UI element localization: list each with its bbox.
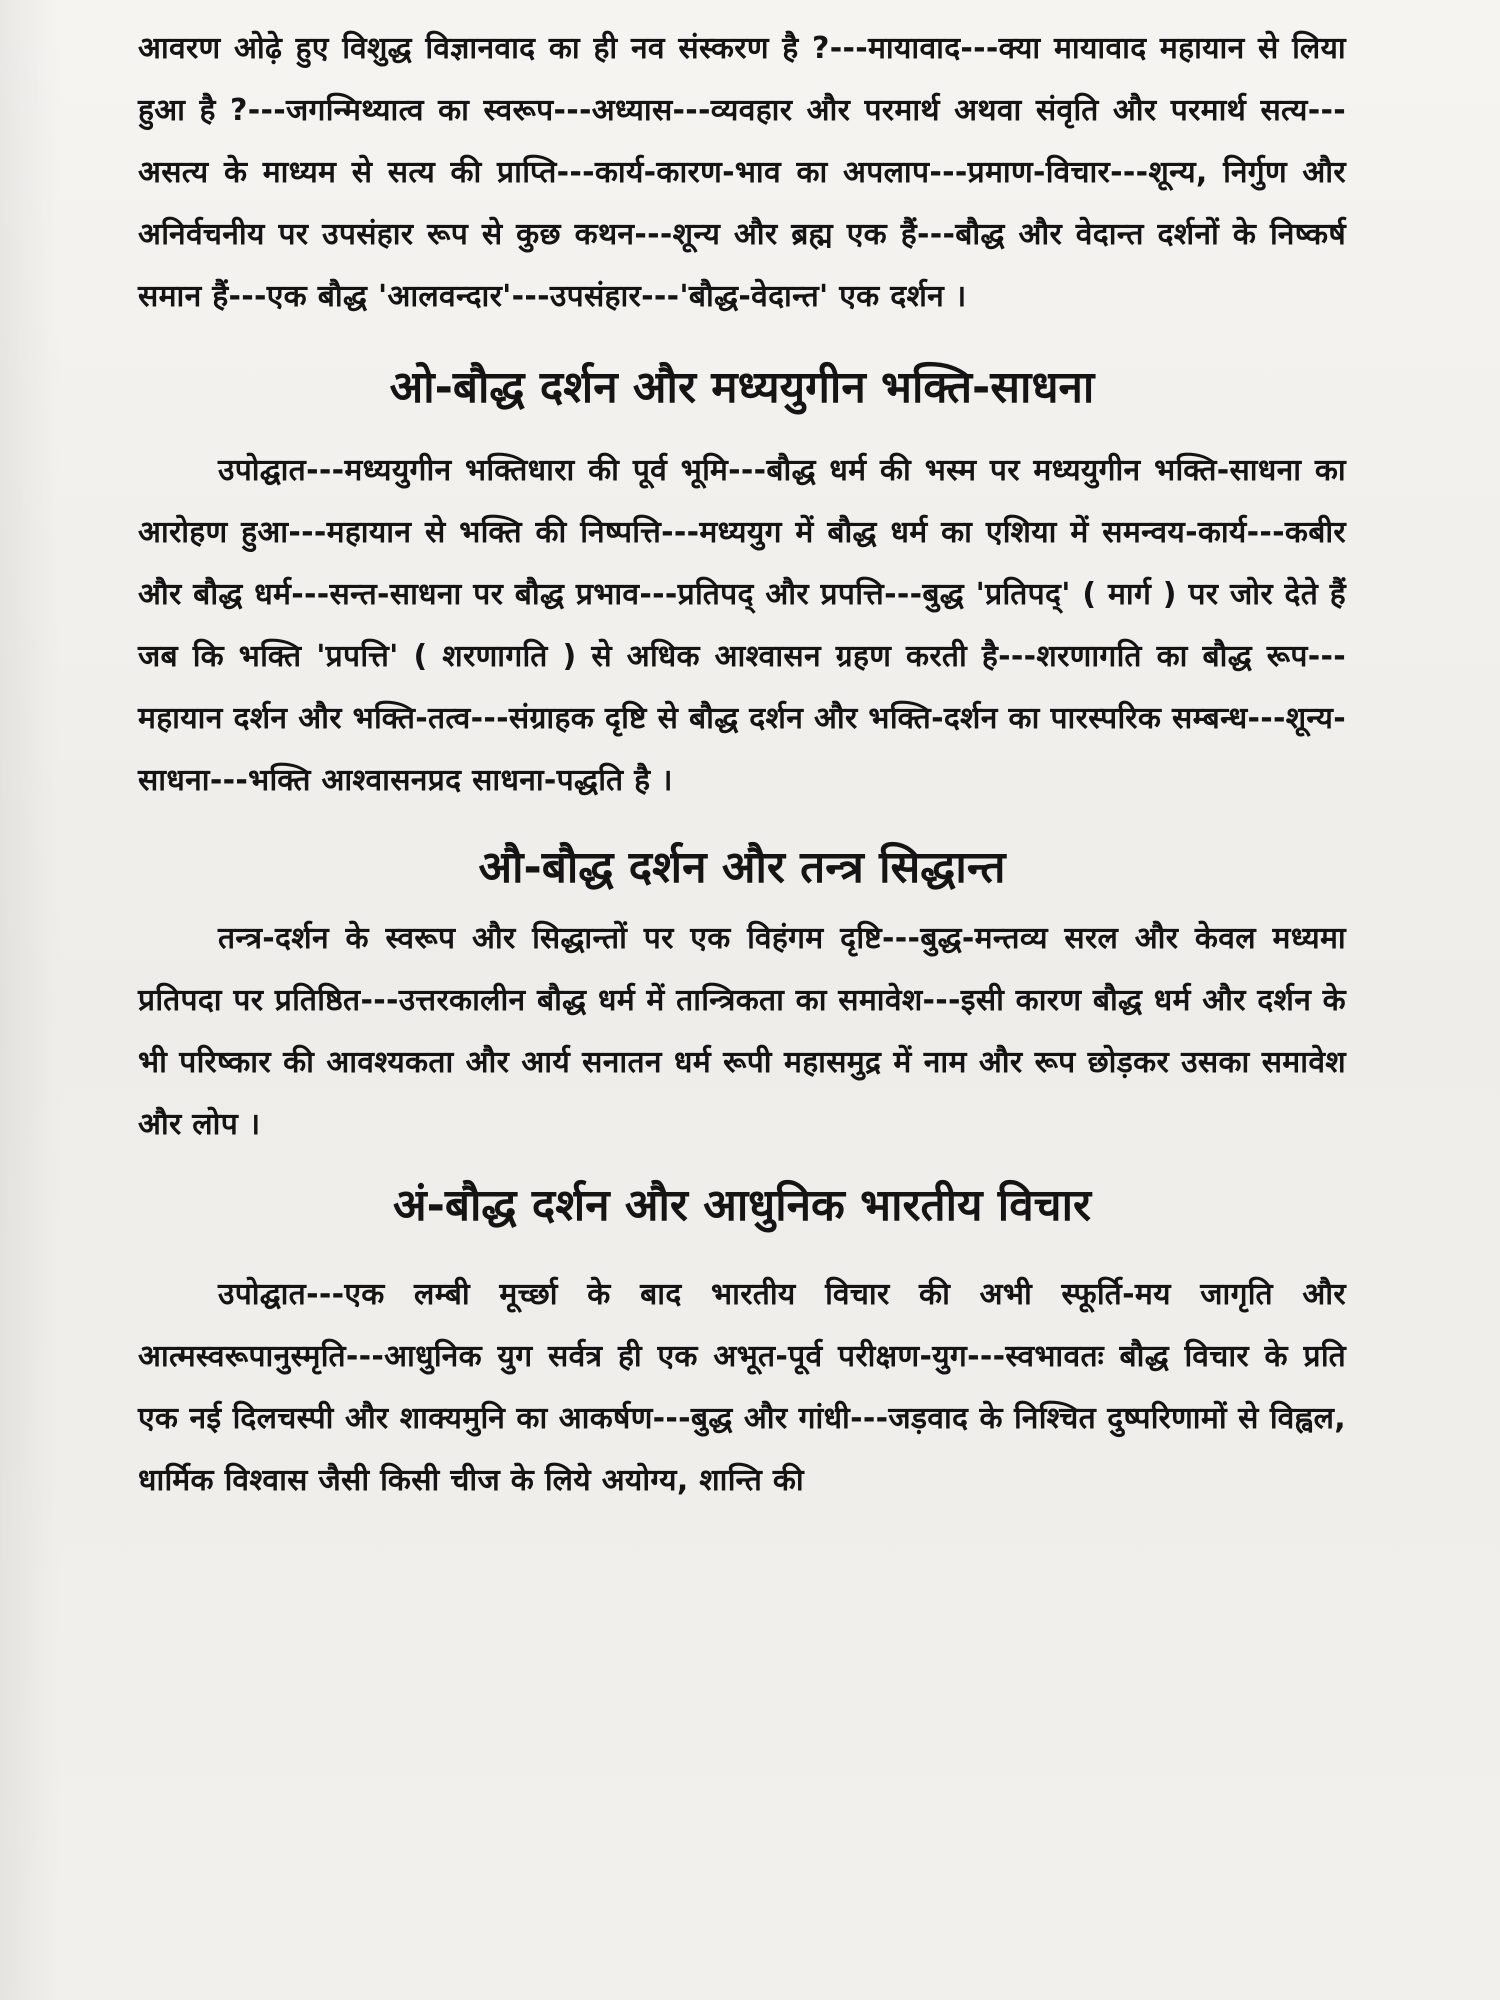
section-body: उपोद्घात---मध्ययुगीन भक्तिधारा की पूर्व भूमि---बौद्ध धर्म की भस्म पर मध्ययुगीन भक्ति-साधना का आरोहण हुआ---महायान से भक्ति की निष्पत्ति---मध्ययुग में बौद्ध धर्म का एशिया में समन्वय-कार्य---कबीर और बौद्ध धर्म---सन्त-साधना पर बौद्ध प्रभाव---प्रतिपद् और प्रपत्ति---बुद्ध 'प्रतिपद्' ( मार्ग ) पर जोर देते हैं जब कि भक्ति 'प्रपत्ति' ( शरणागति ) से अधिक आश्वासन ग्रहण करती है---शरणागति का बौद्ध रूप---महायान दर्शन और भक्ति-तत्व---संग्राहक दृष्टि से बौद्ध दर्शन और भक्ति-दर्शन का पारस्परिक सम्बन्ध---शून्य-साधना---भक्ति आश्वासनप्रद साधना-पद्धति है । [138,453,1346,798]
section-bauddha-darshan-adhunik-vichar [138,1176,1346,1512]
section-bauddha-darshan-bhakti-sadhana [138,358,1346,812]
section-heading: अं-बौद्ध दर्शन और आधुनिक भारतीय विचार [392,1180,1091,1231]
section-body: तन्त्र-दर्शन के स्वरूप और सिद्धान्तों पर एक विहंगम दृष्टि---बुद्ध-मन्तव्य सरल और केवल मध्यमा प्रतिपदा पर प्रतिष्ठित---उत्तरकालीन बौद्ध धर्म में तान्त्रिकता का समावेश---इसी कारण बौद्ध धर्म और दर्शन के भी परिष्कार की आवश्यकता और आर्य सनातन धर्म रूपी महासमुद्र में नाम और रूप छोड़कर उसका समावेश और लोप । [138,921,1346,1142]
section-bauddha-darshan-tantra-siddhant [138,838,1346,1156]
section-body: उपोद्घात---एक लम्बी मूर्च्छा के बाद भारतीय विचार की अभी स्फूर्ति-मय जागृति और आत्मस्वरूपानुस्मृति---आधुनिक युग सर्वत्र ही एक अभूत-पूर्व परीक्षण-युग---स्वभावतः बौद्ध विचार के प्रति एक नई दिलचस्पी और शाक्यमुनि का आकर्षण---बुद्ध और गांधी---जड़वाद के निश्चित दुष्परिणामों से विह्वल, धार्मिक विश्वास जैसी किसी चीज के लिये अयोग्य, शान्ति की [138,1277,1346,1498]
page-content [138,18,1346,1512]
section-heading: औ-बौद्ध दर्शन और तन्त्र सिद्धान्त [478,842,1006,893]
section-heading: ओ-बौद्ध दर्शन और मध्ययुगीन भक्ति-साधना [389,362,1095,413]
intro-paragraph: आवरण ओढ़े हुए विशुद्ध विज्ञानवाद का ही नव संस्करण है ?---मायावाद---क्या मायावाद महायान से लिया हुआ है ?---जगन्मिथ्यात्व का स्वरूप---अध्यास---व्यवहार और परमार्थ अथवा संवृति और परमार्थ सत्य---असत्य के माध्यम से सत्य की प्राप्ति---कार्य-कारण-भाव का अपलाप---प्रमाण-विचार---शून्य, निर्गुण और अनिर्वचनीय पर उपसंहार रूप से कुछ कथन---शून्य और ब्रह्म एक हैं---बौद्ध और वेदान्त दर्शनों के निष्कर्ष समान हैं---एक बौद्ध 'आलवन्दार'---उपसंहार---'बौद्ध-वेदान्त' एक दर्शन । [138,31,1346,314]
page-edge-shadow [0,0,60,2000]
